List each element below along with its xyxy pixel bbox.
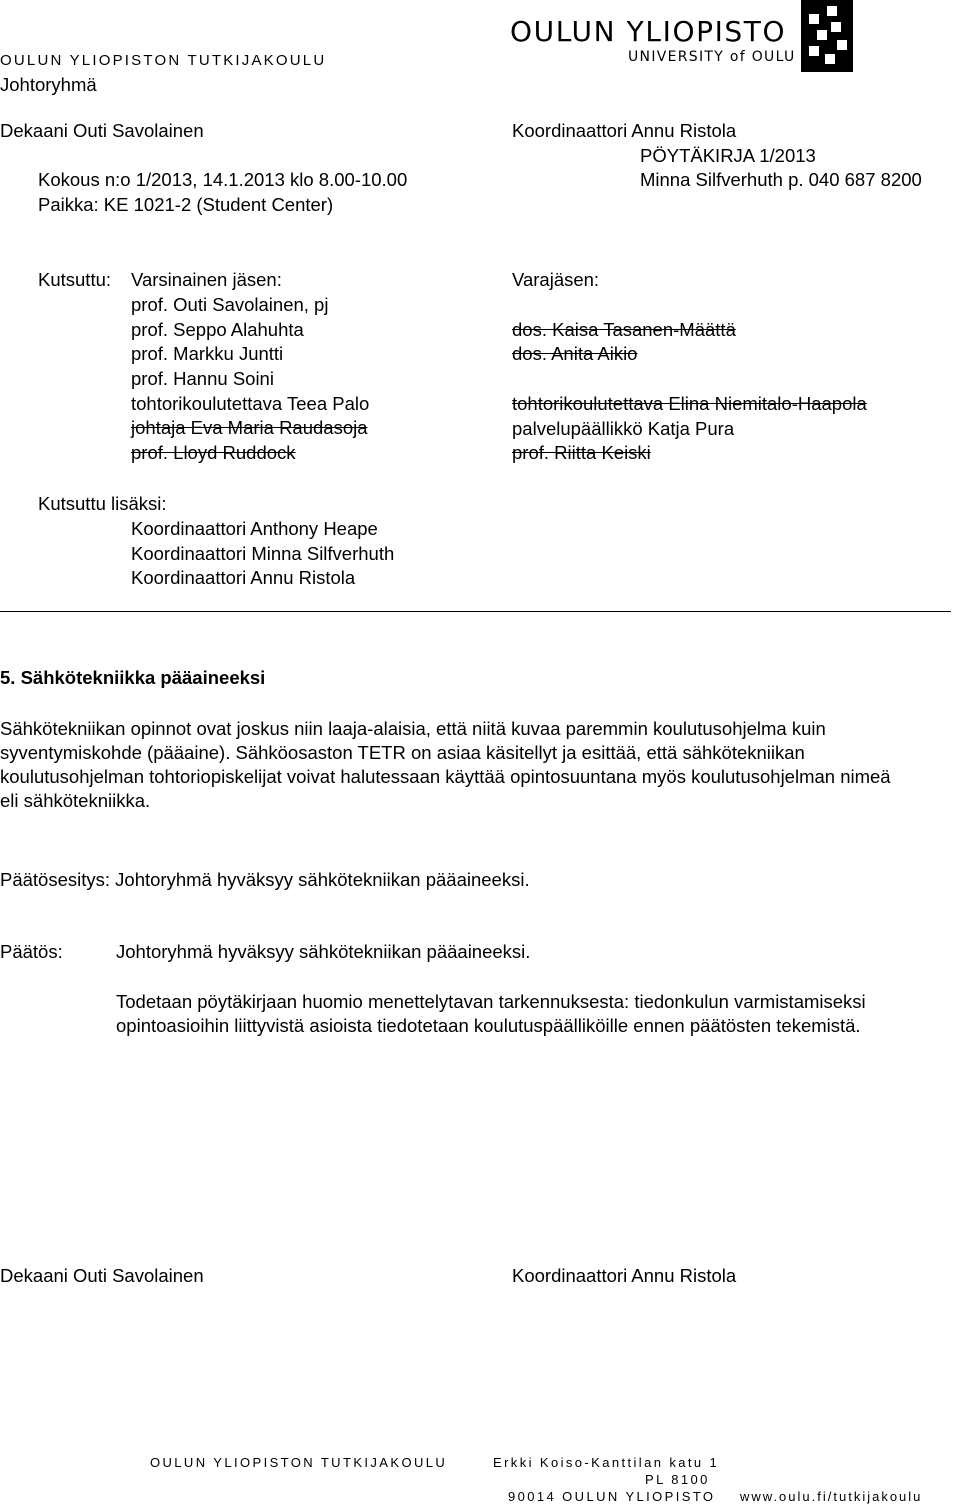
item-body-line: koulutusohjelman tohtoriopiskelijat voivat halutessaan käyttää opintosuuntana myös koulutusohjelman nimeä xyxy=(0,766,891,787)
coordinator-name: Koordinaattori Annu Ristola xyxy=(512,120,737,141)
contact-info: Minna Silfverhuth p. 040 687 8200 xyxy=(640,169,922,190)
decision-note-line: Todetaan pöytäkirjaan huomio menettelytavan tarkennuksesta: tiedonkulun varmistamiseksi xyxy=(116,991,866,1012)
proposal-text: Johtoryhmä hyväksyy sähkötekniikan pääaineeksi. xyxy=(115,869,530,890)
member-item: tohtorikoulutettava Teea Palo xyxy=(131,392,370,414)
unit-name: OULUN YLIOPISTON TUTKIJAKOULU xyxy=(0,52,327,69)
members-list xyxy=(131,293,369,466)
footer-po-box: PL 8100 xyxy=(645,1472,710,1487)
meeting-place: Paikka: KE 1021-2 (Student Center) xyxy=(38,194,334,215)
minutes-id: PÖYTÄKIRJA 1/2013 xyxy=(640,145,816,166)
also-invited-label: Kutsuttu lisäksi: xyxy=(38,493,167,514)
chair-name: Dekaani Outi Savolainen xyxy=(0,120,204,141)
signature-left: Dekaani Outi Savolainen xyxy=(0,1265,204,1286)
also-invited-person: Koordinaattori Minna Silfverhuth xyxy=(131,543,395,564)
member-item: prof. Hannu Soini xyxy=(131,368,274,390)
item-number: 5. xyxy=(0,667,16,688)
deputy-item: tohtorikoulutettava Elina Niemitalo-Haapola xyxy=(512,393,867,414)
member-item: prof. Lloyd Ruddock xyxy=(131,442,296,464)
horizontal-divider xyxy=(0,611,951,612)
invited-label: Kutsuttu: xyxy=(38,269,112,290)
footer-postal: 90014 OULUN YLIOPISTO xyxy=(508,1489,716,1504)
university-logo-subname: UNIVERSITY of OULU xyxy=(628,49,796,65)
proposal-label: Päätösesitys: xyxy=(0,869,111,890)
footer-street: Erkki Koiso-Kanttilan katu 1 xyxy=(493,1455,720,1470)
member-item: prof. Markku Juntti xyxy=(131,343,284,365)
member-item: johtaja Eva Maria Raudasoja xyxy=(131,417,368,439)
proposal xyxy=(0,868,530,892)
member-item: prof. Seppo Alahuhta xyxy=(131,318,304,340)
deputies-list xyxy=(512,0,952,470)
members-heading: Varsinainen jäsen: xyxy=(131,269,282,290)
decision-text: Johtoryhmä hyväksyy sähkötekniikan pääaineeksi. xyxy=(116,941,531,962)
signature-right: Koordinaattori Annu Ristola xyxy=(512,1265,737,1286)
item-title: Sähkötekniikka pääaineeksi xyxy=(20,667,266,688)
deputy-item: prof. Riitta Keiski xyxy=(512,442,651,463)
footer-web: www.oulu.fi/tutkijakoulu xyxy=(740,1489,923,1504)
meeting-info: Kokous n:o 1/2013, 14.1.2013 klo 8.00-10.00 xyxy=(38,169,408,190)
board-name: Johtoryhmä xyxy=(0,74,97,95)
item-body-line: eli sähkötekniikka. xyxy=(0,790,151,811)
item-heading xyxy=(0,666,265,690)
item-body-line: Sähkötekniikan opinnot ovat joskus niin laaja-alaisia, että niitä kuvaa paremmin koulutusohjelma kuin xyxy=(0,718,826,739)
also-invited-person: Koordinaattori Annu Ristola xyxy=(131,567,356,588)
item-body-line: syventymiskohde (pääaine). Sähköosaston TETR on asiaa käsitellyt ja esittää, että sähkötekniikan xyxy=(0,742,805,763)
decision-label: Päätös: xyxy=(0,941,63,962)
deputies-heading: Varajäsen: xyxy=(512,269,600,290)
also-invited-person: Koordinaattori Anthony Heape xyxy=(131,518,378,539)
footer-org: OULUN YLIOPISTON TUTKIJAKOULU xyxy=(150,1455,448,1470)
university-logo-name: OULUN YLIOPISTO xyxy=(510,15,787,48)
member-item: prof. Outi Savolainen, pj xyxy=(131,294,329,315)
deputy-item: dos. Anita Aikio xyxy=(512,343,638,364)
deputy-item: palvelupäällikkö Katja Pura xyxy=(512,418,735,439)
decision-note-line: opintoasioihin liittyvistä asioista tiedotetaan koulutuspäälliköille ennen päätösten tekemistä. xyxy=(116,1015,861,1036)
deputy-item: dos. Kaisa Tasanen-Määttä xyxy=(512,319,736,340)
